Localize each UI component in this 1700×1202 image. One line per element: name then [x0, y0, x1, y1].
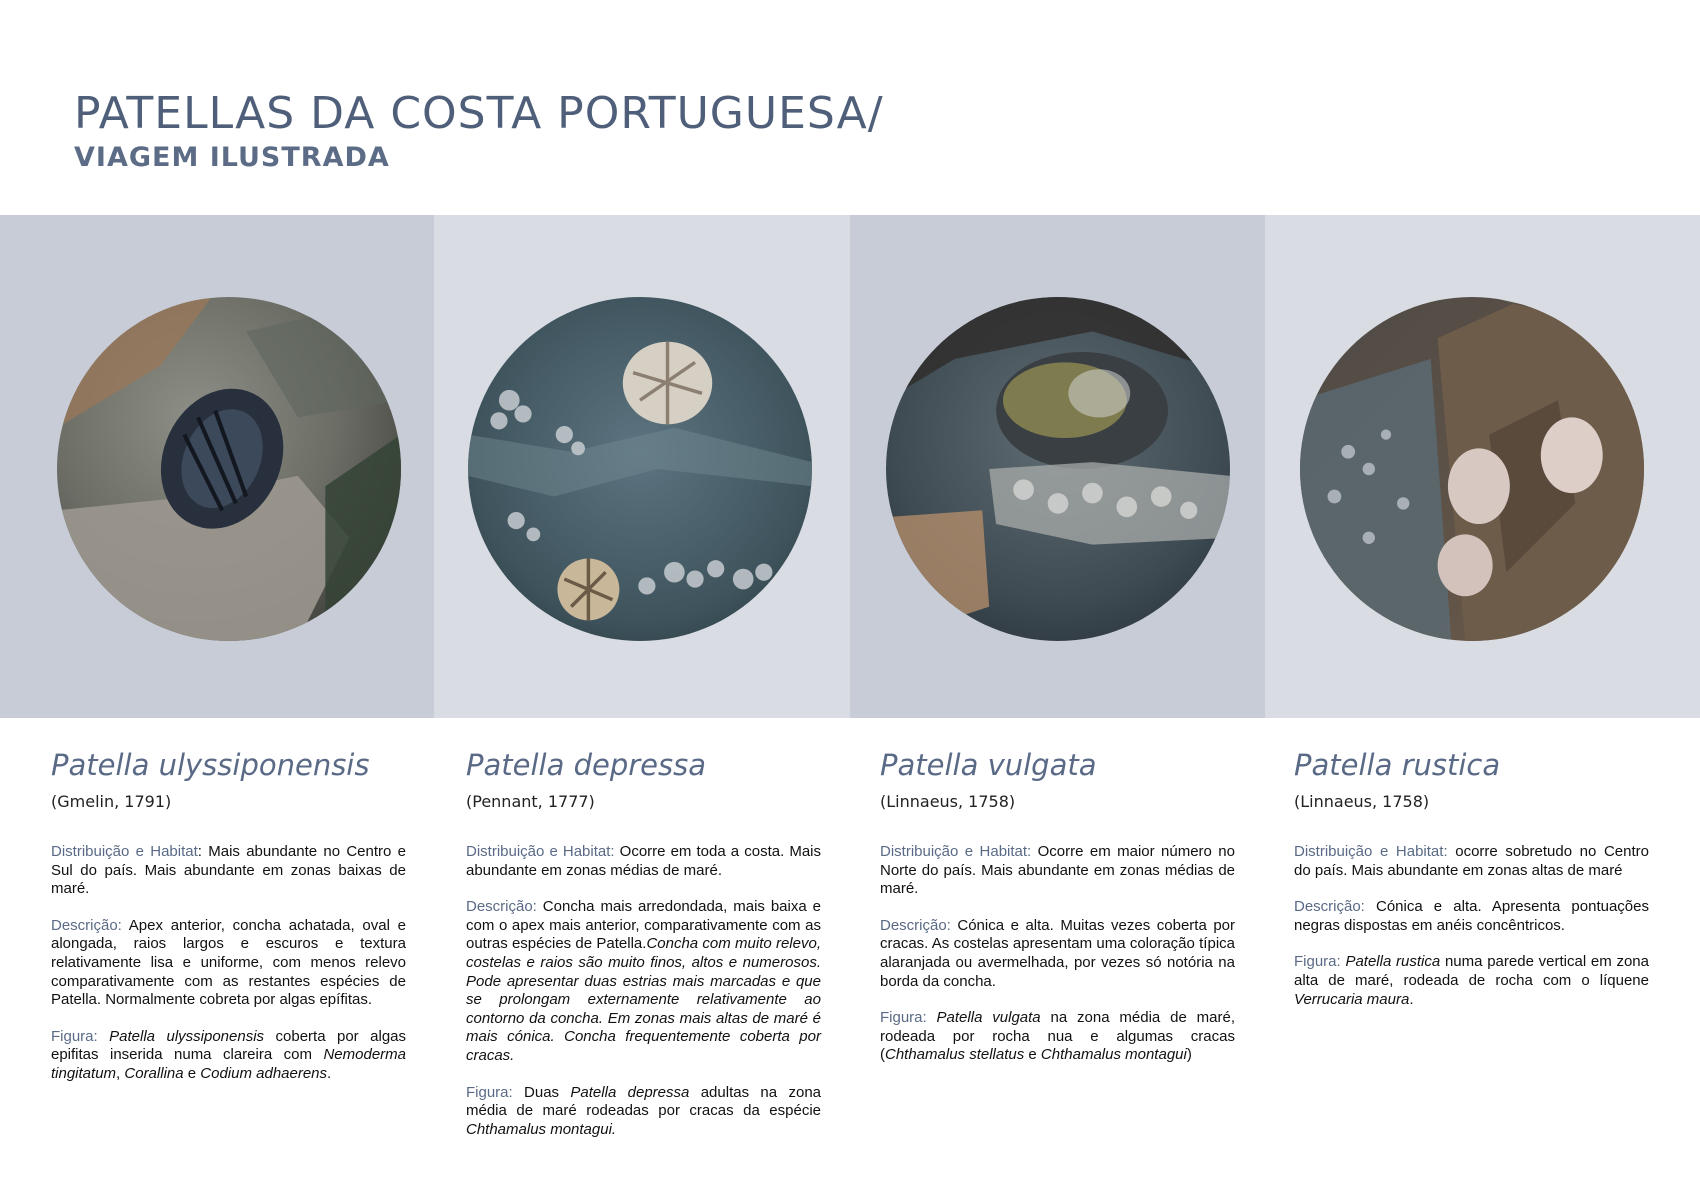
description-paragraph	[1294, 898, 1649, 935]
figure-text	[880, 1009, 1235, 1063]
figure-italic-text: Patella vulgata	[936, 1009, 1041, 1027]
distribution-label: Distribuição e Habitat:	[466, 843, 615, 860]
distribution-label: Distribuição e Habitat:	[880, 843, 1032, 860]
figure-plain-text	[927, 1009, 937, 1026]
description-paragraph	[466, 898, 821, 1065]
figure-plain-text: .	[1409, 990, 1414, 1008]
species-column-ulyssiponensis	[51, 748, 406, 1102]
description-text: Cónica e alta. Muitas vezes coberta por cracas. As costelas apresentam uma coloração típica alaranjada ou avermelhada, por vezes só notória na borda da concha.	[880, 916, 1235, 990]
distribution-text: ocorre sobretudo no Centro do país. Mais abundante em zonas altas de maré	[1294, 843, 1649, 879]
figure-label: Figura:	[466, 1083, 513, 1101]
description-text: Cónica e alta. Apresenta pontuações negras dispostas em anéis concêntricos.	[1294, 898, 1649, 934]
illustration-panel-ulyssiponensis	[0, 215, 434, 718]
description-text: Apex anterior, concha achatada, oval e alongada, raios largos e escuros e textura relativamente lisa e uniforme, com menos relevo comparativamente com as restantes espécies de Patella. Normalmente cobreta por algas epífitas.	[51, 916, 406, 1009]
figure-italic-text: Patella depressa	[570, 1083, 690, 1101]
description-label: Descrição:	[880, 916, 951, 934]
species-author: (Pennant, 1777)	[466, 792, 595, 811]
description-paragraph	[880, 917, 1235, 991]
figure-plain-text: numa parede vertical em zona alta de maré, rodeada de rocha com o líquene	[1294, 953, 1649, 989]
description-label: Descrição:	[466, 898, 537, 916]
figure-italic-text: Chthamalus montagui	[1040, 1046, 1187, 1064]
figure-italic-text: Patella ulyssiponensis	[109, 1027, 265, 1045]
figure-paragraph	[880, 1009, 1235, 1065]
description-italic-text: Concha com muito relevo, costelas e raios são muito finos, altos e numerosos. Pode apresentar duas estrias mais marcadas e que se prolongam externamente relativamente ao contorno da concha. Em zonas mais altas de maré é mais cónica. Concha frequentemente coberta por cracas.	[466, 935, 821, 1064]
distribution-label: Distribuição e Habitat	[51, 843, 198, 860]
figure-italic-text: Patella rustica	[1345, 953, 1441, 971]
description-paragraph	[51, 917, 406, 1010]
figure-plain-text: na zona média de maré, rodeada por rocha nua e algumas cracas (	[880, 1009, 1235, 1064]
figure-italic-text: Nemoderma tingitatum	[51, 1046, 406, 1082]
figure-text	[466, 1084, 821, 1138]
page-title: PATELLAS DA COSTA PORTUGUESA/	[74, 88, 884, 139]
species-column-vulgata	[880, 748, 1235, 1083]
figure-plain-text: )	[1186, 1046, 1192, 1064]
figure-paragraph	[51, 1028, 406, 1084]
illustration-rustica	[1300, 297, 1644, 641]
species-name: Patella ulyssiponensis	[51, 748, 370, 782]
illustration-depressa	[468, 297, 812, 641]
distribution-label: Distribuição e Habitat:	[1294, 843, 1448, 860]
distribution-paragraph	[1294, 843, 1649, 880]
figure-label: Figura:	[880, 1009, 927, 1027]
distribution-paragraph	[880, 843, 1235, 899]
description-text: Concha mais arredondada, mais baixa e com o apex mais anterior, comparativamente com as outras espécies de Patella.	[466, 898, 821, 953]
distribution-paragraph	[466, 843, 821, 880]
species-column-depressa	[466, 748, 821, 1157]
species-name: Patella vulgata	[880, 748, 1097, 782]
description-label: Descrição:	[1294, 898, 1365, 916]
species-column-rustica	[1294, 748, 1649, 1027]
distribution-text: Ocorre em toda a costa. Mais abundante em zonas médias de maré.	[466, 843, 821, 879]
figure-plain-text	[98, 1028, 109, 1045]
figure-italic-text: Verrucaria maura	[1294, 990, 1410, 1008]
figure-text	[51, 1028, 406, 1082]
page-subtitle: VIAGEM ILUSTRADA	[74, 142, 390, 173]
title-block	[74, 88, 884, 176]
figure-plain-text: Duas	[512, 1083, 571, 1101]
distribution-text: : Mais abundante no Centro e Sul do país. Mais abundante em zonas baixas de maré.	[51, 843, 406, 898]
figure-italic-text: Chthamalus montagui.	[466, 1120, 617, 1138]
species-author: (Gmelin, 1791)	[51, 792, 172, 811]
figure-paragraph	[1294, 953, 1649, 1009]
figure-text	[1294, 953, 1649, 1007]
figure-plain-text: ,	[116, 1064, 125, 1082]
figure-plain-text: e	[1024, 1046, 1041, 1064]
species-name: Patella depressa	[466, 748, 706, 782]
figure-plain-text: adultas na zona média de maré rodeadas por cracas da espécie	[466, 1083, 821, 1120]
illustration-panel-rustica	[1265, 215, 1700, 718]
figure-italic-text: Codium adhaerens	[200, 1064, 328, 1082]
description-label: Descrição:	[51, 916, 122, 934]
figure-plain-text: coberta por algas epifitas inserida numa clareira com	[51, 1027, 407, 1064]
illustration-ulyssiponensis	[57, 297, 401, 641]
illustration-band	[0, 215, 1700, 718]
illustration-panel-depressa	[434, 215, 850, 718]
figure-label: Figura:	[1294, 953, 1341, 971]
figure-plain-text: e	[183, 1064, 201, 1082]
distribution-paragraph	[51, 843, 406, 899]
figure-italic-text: Corallina	[124, 1064, 184, 1082]
figure-label: Figura:	[51, 1027, 98, 1045]
species-name: Patella rustica	[1294, 748, 1501, 782]
distribution-text: Ocorre em maior número no Norte do país. Mais abundante em zonas médias de maré.	[880, 843, 1235, 898]
figure-italic-text: Chthamalus stellatus	[885, 1046, 1025, 1064]
figure-paragraph	[466, 1084, 821, 1140]
illustration-panel-vulgata	[850, 215, 1265, 718]
species-author: (Linnaeus, 1758)	[880, 792, 1016, 811]
figure-plain-text: .	[327, 1064, 332, 1082]
species-author: (Linnaeus, 1758)	[1294, 792, 1430, 811]
illustration-vulgata	[886, 297, 1230, 641]
